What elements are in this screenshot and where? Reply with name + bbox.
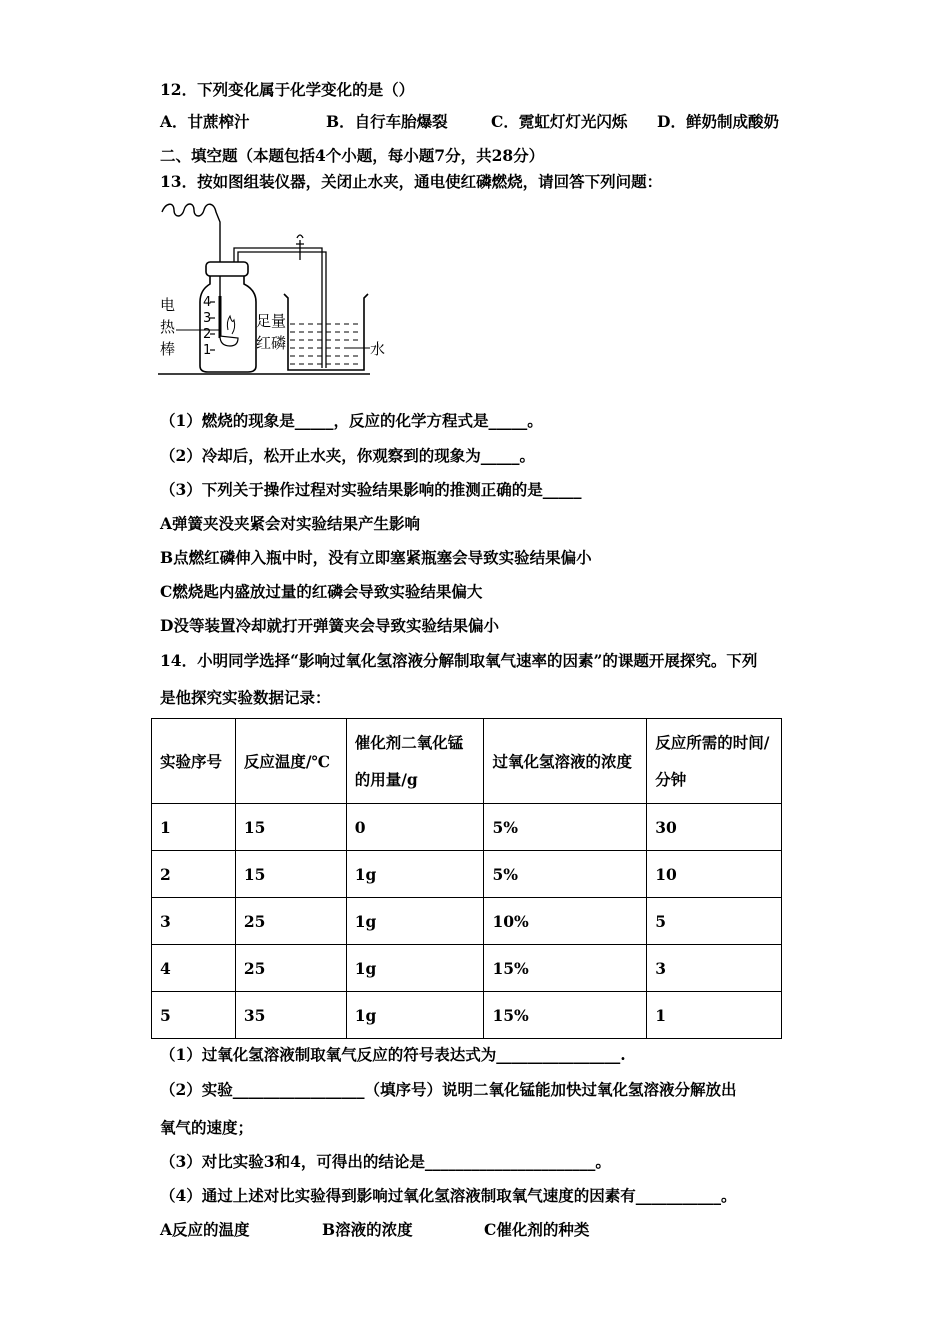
table-cell: 5 (152, 992, 236, 1039)
table-cell: 1g (346, 898, 484, 945)
q14-stem-line2: 是他探究实验数据记录： (160, 688, 331, 707)
mark-2: 2 (203, 327, 212, 342)
header-cell: 反应所需的时间/分钟 (647, 719, 782, 804)
table-cell: 2 (152, 851, 236, 898)
table-row (152, 898, 782, 945)
spoon (220, 336, 238, 346)
phosphorus-label-2: 红磷 (256, 334, 287, 352)
q12-stem: 12．下列变化属于化学变化的是（） (160, 80, 415, 99)
rod-label-3: 棒 (160, 340, 176, 358)
table-cell: 0 (346, 804, 484, 851)
table-cell: 1g (346, 945, 484, 992)
table-row (152, 851, 782, 898)
water-label: 水 (370, 340, 386, 358)
table-cell: 15 (235, 851, 346, 898)
rod-label-1: 电 (160, 296, 176, 314)
rod-label-2: 热 (160, 318, 176, 336)
q13-option-d: D没等装置冷却就打开弹簧夹会导致实验结果偏小 (160, 616, 499, 635)
table-row (152, 992, 782, 1039)
table-cell: 30 (647, 804, 782, 851)
q13-sub2: （2）冷却后，松开止水夹，你观察到的现象为_____。 (160, 446, 536, 465)
mark-4: 4 (203, 295, 212, 310)
q12-option-d: D．鲜奶制成酸奶 (657, 112, 779, 131)
header-cell: 实验序号 (152, 719, 236, 804)
table-cell: 25 (235, 945, 346, 992)
q14-option-c: C催化剂的种类 (484, 1220, 590, 1239)
table-cell: 15% (484, 945, 647, 992)
table-cell: 10% (484, 898, 647, 945)
flame (227, 316, 234, 334)
table-cell: 25 (235, 898, 346, 945)
section-heading: 二、填空题（本题包括4个小题，每小题7分，共28分） (160, 146, 545, 165)
stopper (206, 262, 248, 276)
q14-sub4: （4）通过上述对比实验得到影响过氧化氢溶液制取氧气速度的因素有___________。 (160, 1186, 737, 1205)
table-cell: 1 (152, 804, 236, 851)
header-cell: 过氧化氢溶液的浓度 (484, 719, 647, 804)
table-cell: 15 (235, 804, 346, 851)
q14-option-a: A反应的温度 (160, 1220, 250, 1239)
q13-sub1: （1）燃烧的现象是_____，反应的化学方程式是_____。 (160, 411, 543, 430)
table-cell: 5 (647, 898, 782, 945)
mark-1: 1 (203, 343, 212, 358)
q14-stem-line1: 14．小明同学选择“影响过氧化氢溶液分解制取氧气速率的因素”的课题开展探究。下列 (160, 651, 758, 670)
table-cell: 15% (484, 992, 647, 1039)
header-cell: 催化剂二氧化锰的用量/g (346, 719, 484, 804)
q13-sub3: （3）下列关于操作过程对实验结果影响的推测正确的是_____ (160, 480, 582, 499)
table-cell: 3 (152, 898, 236, 945)
experiment-table (151, 718, 782, 1039)
q13-stem: 13．按如图组装仪器，关闭止水夹，通电使红磷燃烧，请回答下列问题： (160, 172, 663, 191)
header-cell: 反应温度/℃ (235, 719, 346, 804)
table-cell: 1 (647, 992, 782, 1039)
table-cell: 35 (235, 992, 346, 1039)
q13-option-b: B点燃红磷伸入瓶中时，没有立即塞紧瓶塞会导致实验结果偏小 (160, 548, 592, 567)
table-row (152, 804, 782, 851)
q14-option-b: B溶液的浓度 (322, 1220, 413, 1239)
table-cell: 3 (647, 945, 782, 992)
table-cell: 4 (152, 945, 236, 992)
table-cell: 1g (346, 992, 484, 1039)
table-cell: 10 (647, 851, 782, 898)
q13-option-a: A弹簧夹没夹紧会对实验结果产生影响 (160, 514, 421, 533)
phosphorus-label-1: 足量 (256, 312, 287, 330)
q13-option-c: C燃烧匙内盛放过量的红磷会导致实验结果偏大 (160, 582, 483, 601)
table-row (152, 945, 782, 992)
heating-wire (162, 204, 220, 296)
q14-sub2-line1: （2）实验_________________（填序号）说明二氧化锰能加快过氧化氢溶液分解放出 (160, 1080, 737, 1099)
table-cell: 5% (484, 804, 647, 851)
q12-option-a: A．甘蔗榨汁 (160, 112, 250, 131)
q12-option-b: B．自行车胎爆裂 (326, 112, 448, 131)
table-cell: 5% (484, 851, 647, 898)
q14-sub2-line2: 氧气的速度； (160, 1118, 254, 1137)
apparatus-figure (158, 198, 398, 378)
table-cell: 1g (346, 851, 484, 898)
q14-sub3: （3）对比实验3和4，可得出的结论是______________________。 (160, 1152, 611, 1171)
q14-sub1: （1）过氧化氢溶液制取氧气反应的符号表达式为________________. (160, 1045, 626, 1064)
q12-option-c: C．霓虹灯灯光闪烁 (491, 112, 628, 131)
table-header-row (152, 719, 782, 804)
mark-3: 3 (203, 311, 212, 326)
